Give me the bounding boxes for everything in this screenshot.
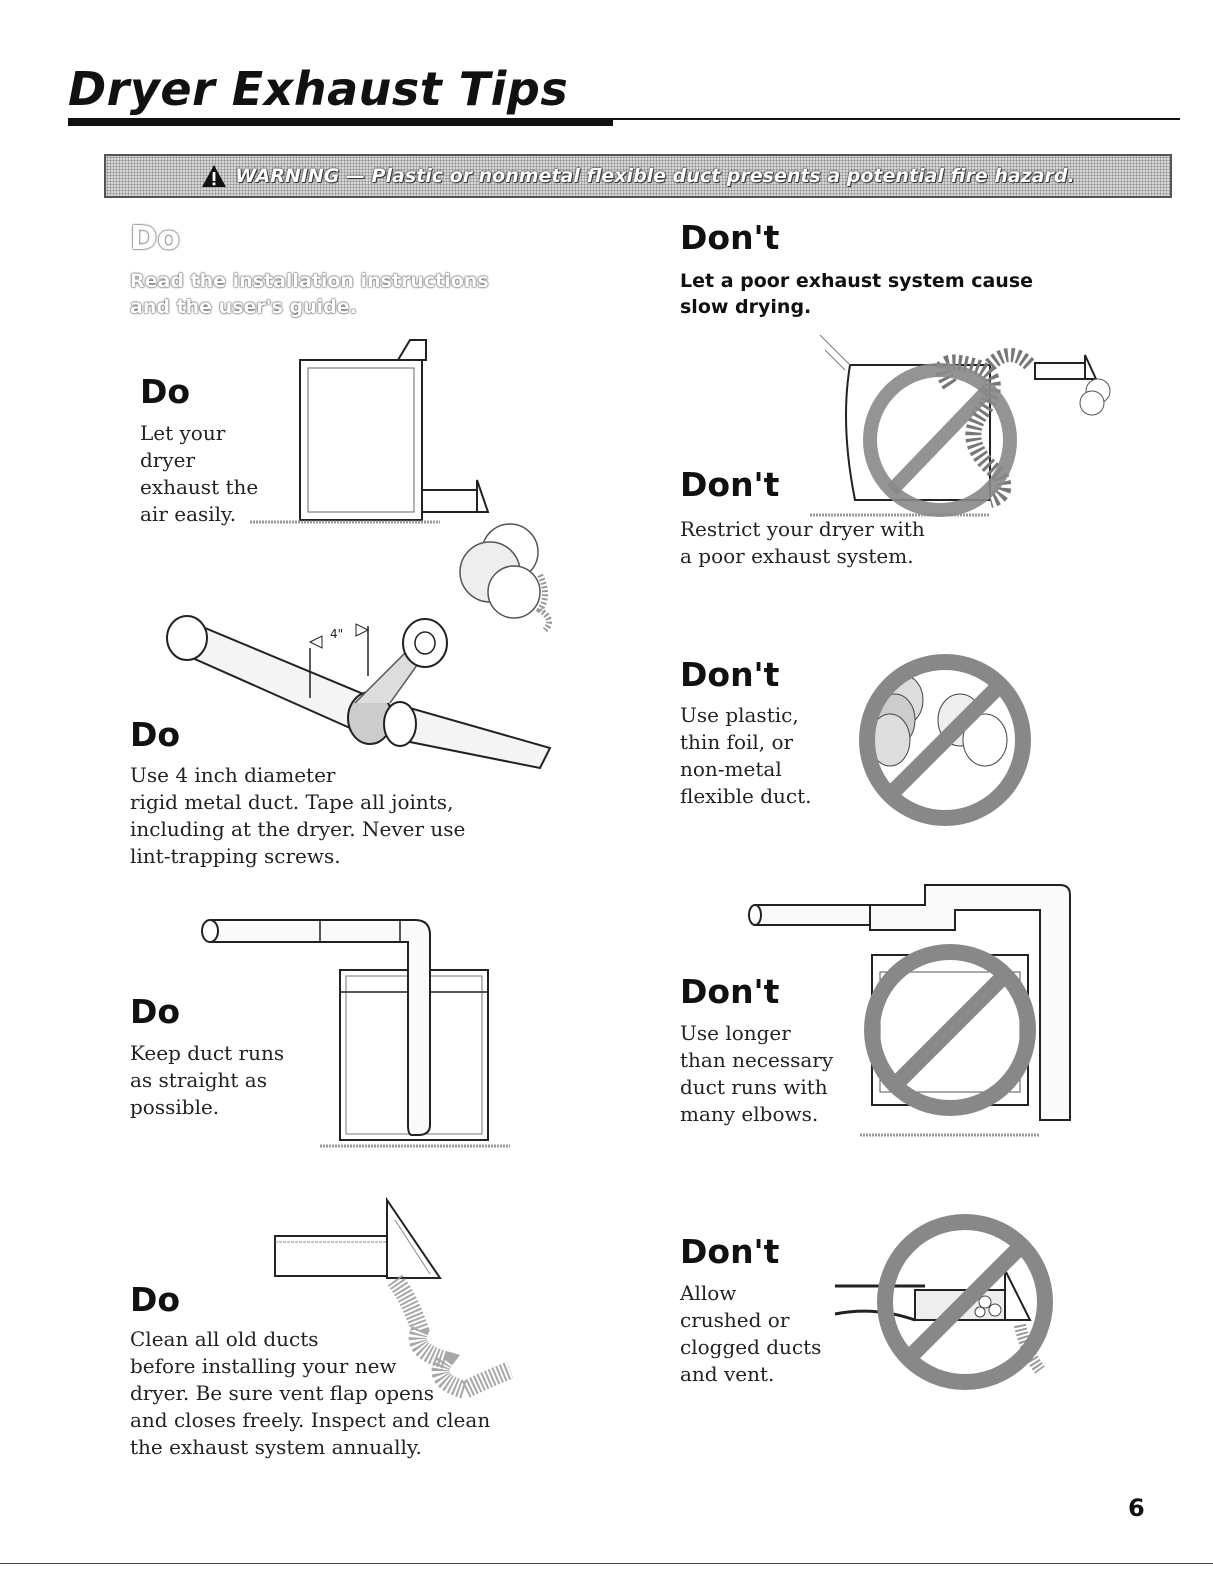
restricted-exhaust-illustration bbox=[810, 325, 1120, 525]
do-item-2-text: Use 4 inch diameter rigid metal duct. Tape all joints, including at the dryer. Never use lint-trapping screws. bbox=[130, 763, 466, 868]
do-item-1-text: Let your dryer exhaust the air easily. bbox=[140, 421, 259, 526]
dont-item-4-text: Allow crushed or clogged ducts and vent. bbox=[680, 1281, 822, 1386]
dryer-exhaust-easily-illustration bbox=[250, 340, 580, 630]
dont-item-3-heading: Don't bbox=[680, 972, 780, 1011]
warning-text: WARNING — Plastic or nonmetal flexible duct presents a potential fire hazard. bbox=[235, 165, 1075, 187]
do-item-1-heading: Do bbox=[140, 372, 191, 411]
dont-intro-text: Let a poor exhaust system cause slow drying. bbox=[680, 270, 1034, 318]
plastic-duct-prohibited-illustration bbox=[845, 640, 1055, 840]
do-intro-text: Read the installation instructions and the user's guide. bbox=[130, 270, 489, 318]
title-rule-thick bbox=[68, 118, 613, 126]
page-title: Dryer Exhaust Tips bbox=[68, 62, 569, 116]
dont-item-1-heading: Don't bbox=[680, 465, 780, 504]
warning-banner bbox=[104, 154, 1172, 198]
bottom-rule bbox=[0, 1563, 1213, 1564]
dont-item-3-text: Use longer than necessary duct runs with many elbows. bbox=[680, 1021, 834, 1126]
dont-item-1-text: Restrict your dryer with a poor exhaust system. bbox=[680, 517, 925, 568]
warning-triangle-icon bbox=[201, 163, 227, 189]
dont-item-4-heading: Don't bbox=[680, 1232, 780, 1271]
title-rule-thin bbox=[613, 118, 1180, 120]
do-item-3-text: Keep duct runs as straight as possible. bbox=[130, 1041, 285, 1119]
do-item-4-text: Clean all old ducts before installing your new dryer. Be sure vent flap opens and closes freely. Inspect and clean the exhaust system annually. bbox=[130, 1327, 491, 1459]
duct-diameter-label: 4" bbox=[330, 627, 344, 641]
dont-item-2-heading: Don't bbox=[680, 655, 780, 694]
clogged-duct-illustration bbox=[835, 1210, 1065, 1410]
page-number: 6 bbox=[1128, 1494, 1145, 1522]
dont-column-header: Don't bbox=[680, 218, 780, 257]
do-column-header: Do bbox=[130, 218, 181, 257]
straight-duct-run-illustration bbox=[190, 910, 520, 1160]
do-item-4-heading: Do bbox=[130, 1280, 181, 1319]
do-item-2-heading: Do bbox=[130, 715, 181, 754]
dont-item-2-text: Use plastic, thin foil, or non-metal flexible duct. bbox=[680, 703, 812, 808]
do-item-3-heading: Do bbox=[130, 992, 181, 1031]
